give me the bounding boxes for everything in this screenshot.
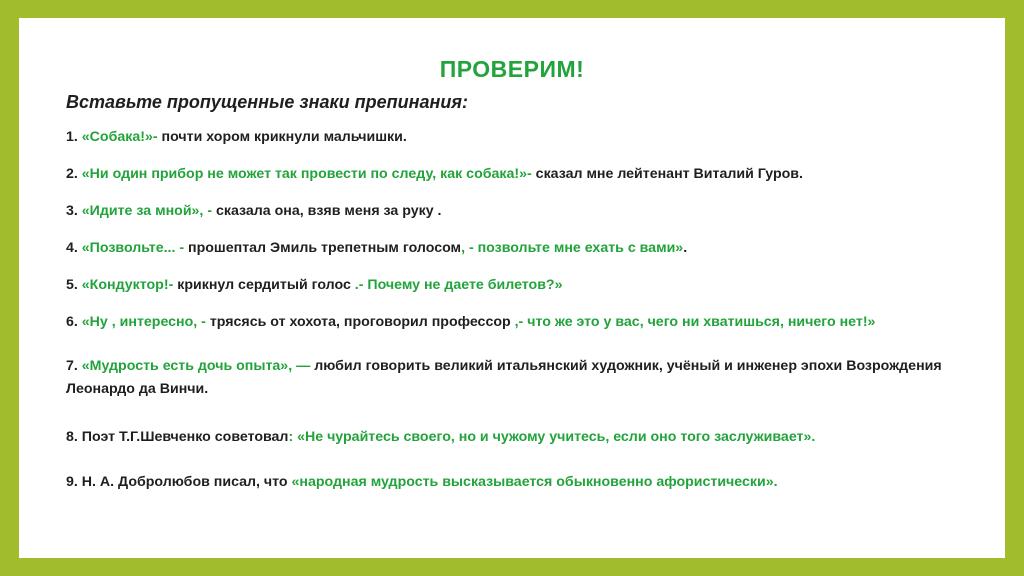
item-number: 3. xyxy=(66,203,78,219)
punctuation: . xyxy=(683,240,688,256)
quote-text-continued: .- Почему не даете билетов?» xyxy=(354,277,563,293)
author-text: сказала она, взяв меня за руку . xyxy=(212,203,442,219)
item-4 xyxy=(66,237,986,260)
quote-text: «Мудрость есть дочь опыта», — xyxy=(81,358,311,374)
item-6 xyxy=(66,311,986,334)
item-1 xyxy=(66,126,986,149)
slide-title: ПРОВЕРИМ! xyxy=(439,56,585,82)
quote-text: «Позвольте... - xyxy=(81,240,185,256)
author-text: прошептал Эмиль трепетным голосом xyxy=(184,240,462,256)
author-text: сказал мне лейтенант Виталий Гуров. xyxy=(531,166,803,182)
item-number: 4. xyxy=(66,240,78,256)
item-number: 8. xyxy=(66,429,78,445)
author-text: крикнул сердитый голос xyxy=(173,277,355,293)
quote-text: «Ну , интересно, - xyxy=(81,314,206,330)
item-number: 5. xyxy=(66,277,78,293)
quote-text: «Собака!»- xyxy=(81,129,158,145)
item-number: 1. xyxy=(66,129,78,145)
author-text: любил говорить великий итальянский художник, учёный и инженер эпохи Возрождения Леонардо да Винчи. xyxy=(66,358,942,397)
item-7 xyxy=(66,355,966,401)
quote-text: : «Не чурайтесь своего, но и чужому учитесь, если оно того заслуживает». xyxy=(288,429,816,445)
item-number: 9. xyxy=(66,474,78,490)
item-number: 2. xyxy=(66,166,78,182)
quote-text: «народная мудрость высказывается обыкновенно афористически». xyxy=(291,474,778,490)
slide xyxy=(19,18,1005,558)
item-8 xyxy=(66,426,986,449)
author-text: Н. А. Добролюбов писал, что xyxy=(81,474,292,490)
item-number: 7. xyxy=(66,358,78,374)
author-text: почти хором крикнули мальчишки. xyxy=(157,129,407,145)
task-instruction: Вставьте пропущенные знаки препинания: xyxy=(66,92,468,112)
item-3 xyxy=(66,200,986,223)
author-text: Поэт Т.Г.Шевченко советовал xyxy=(81,429,289,445)
quote-text-continued: ,- что же это у вас, чего ни хватишься, ничего нет!» xyxy=(514,314,876,330)
item-5 xyxy=(66,274,986,297)
item-9 xyxy=(66,471,986,494)
quote-text: «Ни один прибор не может так провести по следу, как собака!»- xyxy=(81,166,532,182)
quote-text-continued: , - позвольте мне ехать с вами» xyxy=(461,240,684,256)
quote-text: «Идите за мной», - xyxy=(81,203,213,219)
author-text: трясясь от хохота, проговорил профессор xyxy=(205,314,515,330)
item-2 xyxy=(66,163,986,186)
quote-text: «Кондуктор!- xyxy=(81,277,174,293)
item-number: 6. xyxy=(66,314,78,330)
